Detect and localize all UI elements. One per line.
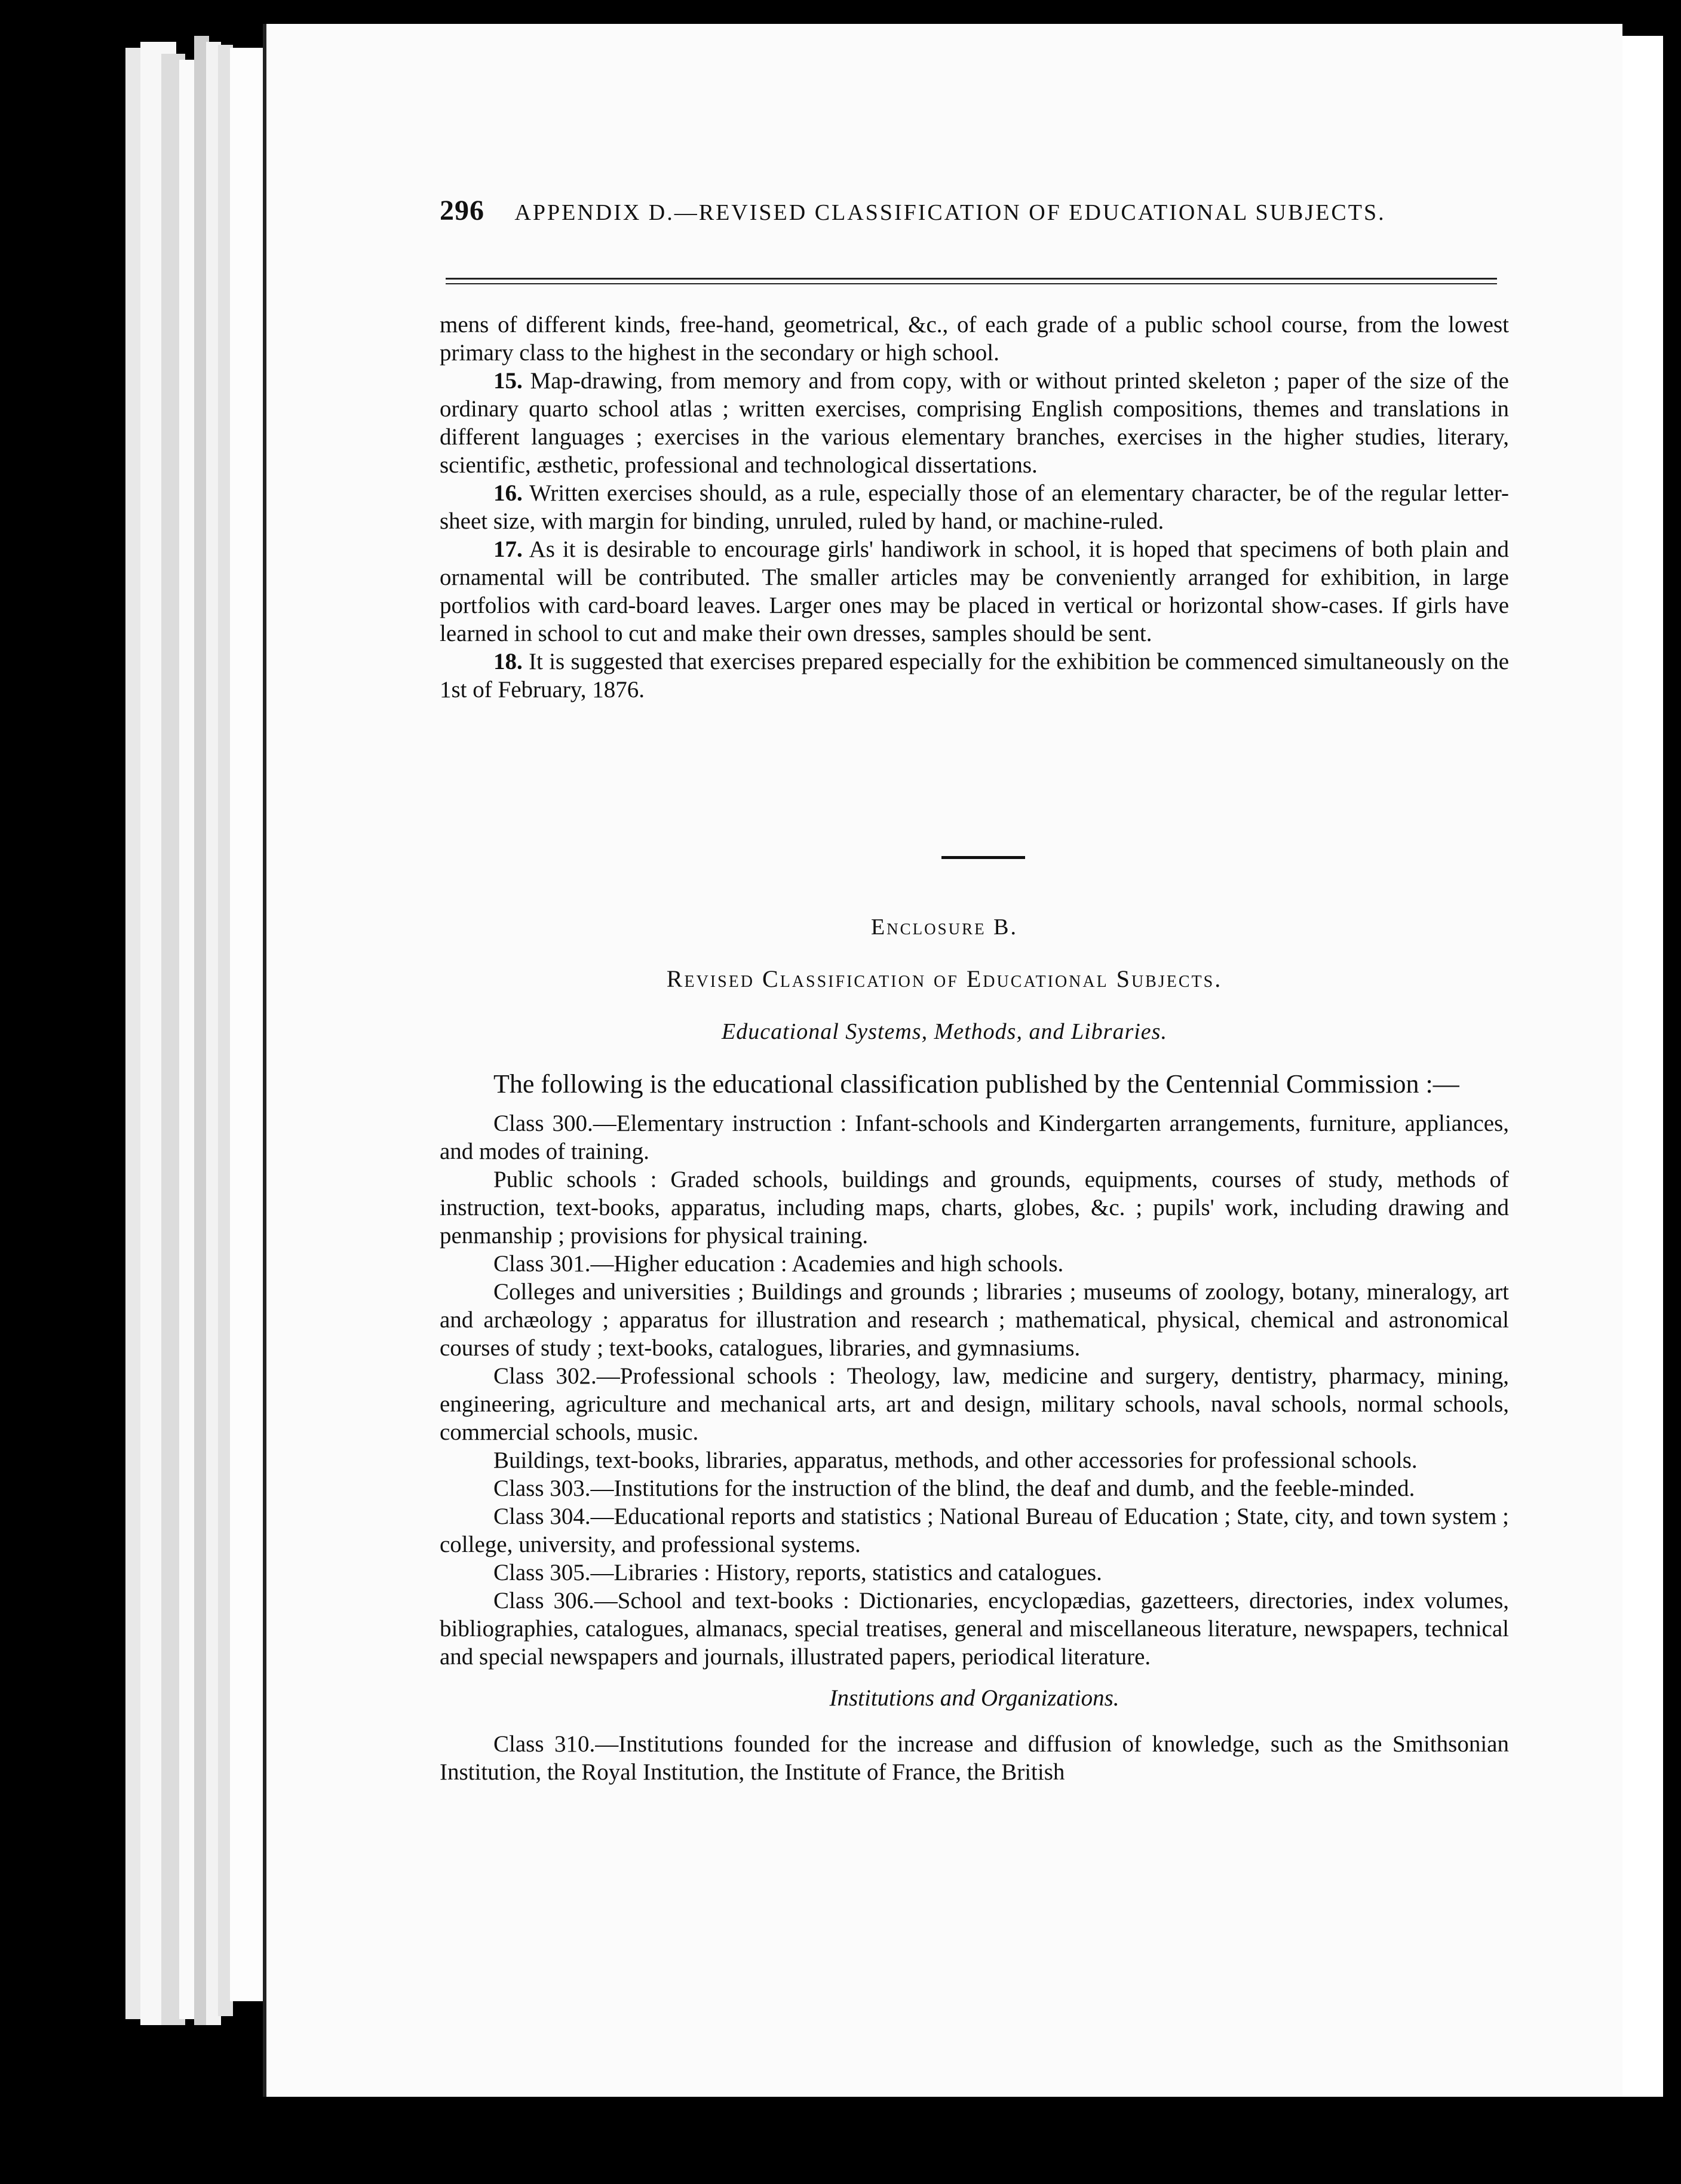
class-paragraph: Class 304.—Educational reports and statistics ; National Bureau of Education ; State, city, and town system ; college, university, and professional systems. [440,1504,1509,1557]
paragraph [440,535,1509,648]
class-paragraph: Class 305.—Libraries : History, reports, statistics and catalogues. [493,1560,1102,1585]
paragraph [440,648,1509,704]
class-paragraph: Class 301.—Higher education : Academies and high schools. [493,1251,1064,1277]
class-paragraph: Class 306.—School and text-books : Dictionaries, encyclopædias, gazetteers, directories, index volumes, bibliographies, catalogues, almanacs, special treatises, general and miscellaneous literature, newspapers, technical and special newspapers and journals, illustrated papers, periodical literature. [440,1588,1509,1670]
paragraph-number: 16. [493,480,523,506]
paragraph [440,367,1509,479]
paragraph-text: As it is desirable to encourage girls' handiwork in school, it is hoped that specimens of both plain and ornamental will be contributed. The smaller articles may be conveniently arranged for exhibition, in large portfolios with card-board leaves. Larger ones may be placed in vertical or horizontal show-cases. If girls have learned in school to cut and make their own dresses, samples should be sent. [440,536,1509,646]
class-paragraph: Class 310.—Institutions founded for the increase and diffusion of knowledge, such as the Smithsonian Institution, the Royal Institution, the Institute of France, the British [440,1731,1509,1785]
enclosure-title: Revised Classification of Educational Subjects. [666,965,1223,992]
enclosure-subtitle: Educational Systems, Methods, and Libraries. [722,1019,1167,1044]
class-paragraph: Public schools : Graded schools, buildings and grounds, equipments, courses of study, methods of instruction, text-books, apparatus, including maps, charts, globes, &c. ; pupils' work, including drawing and penmanship ; provisions for physical training. [440,1167,1509,1249]
intro-paragraph: The following is the educational classification published by the Centennial Commission :— [493,1069,1459,1099]
book-edge [230,48,263,2001]
paragraph [440,311,1509,367]
body-text [440,311,1509,704]
class-paragraph: Class 300.—Elementary instruction : Infant-schools and Kindergarten arrangements, furniture, appliances, and modes of training. [440,1111,1509,1164]
header-rule [446,278,1497,284]
enclosure-label: Enclosure B. [870,915,1019,940]
section-separator [941,856,1025,859]
running-title: APPENDIX D.—REVISED CLASSIFICATION OF EDUCATIONAL SUBJECTS. [514,200,1386,225]
paragraph-text: Written exercises should, as a rule, especially those of an elementary character, be of the regular letter-sheet size, with margin for binding, unruled, ruled by hand, or machine-ruled. [440,480,1510,534]
page-number: 296 [440,195,484,226]
class-paragraph: Buildings, text-books, libraries, apparatus, methods, and other accessories for professional schools. [493,1447,1418,1473]
paragraph-text: It is suggested that exercises prepared especially for the exhibition be commenced simultaneously on the 1st of February, 1876. [440,649,1509,703]
paragraph [440,479,1509,535]
document-page [263,24,1622,2097]
paragraph-number: 18. [493,649,523,674]
section-heading: Institutions and Organizations. [829,1685,1119,1711]
class-paragraph: Class 303.—Institutions for the instruction of the blind, the deaf and dumb, and the feeble-minded. [493,1476,1415,1501]
paragraph-number: 17. [493,536,523,562]
paragraph-text: mens of different kinds, free-hand, geometrical, &c., of each grade of a public school course, from the lowest primary class to the highest in the secondary or high school. [440,312,1509,366]
class-paragraph: Colleges and universities ; Buildings and grounds ; libraries ; museums of zoology, botany, mineralogy, art and archæology ; apparatus for illustration and research ; mathematical, physical, chemical and astronomical courses of study ; text-books, catalogues, libraries, and gymnasiums. [440,1279,1509,1361]
class-paragraph: Class 302.—Professional schools : Theology, law, medicine and surgery, dentistry, pharmacy, mining, engineering, agriculture and mechanical arts, art and design, military schools, naval schools, normal schools, commercial schools, music. [440,1363,1509,1445]
paragraph-number: 15. [493,368,523,394]
page-right-edge [1619,36,1663,2097]
running-header [440,194,1515,227]
classification-text [440,1066,1509,1786]
paragraph-text: Map-drawing, from memory and from copy, with or without printed skeleton ; paper of the size of the ordinary quarto school atlas ; written exercises, comprising English compositions, themes and translations in different languages ; exercises in the various elementary branches, exercises in the higher studies, literary, scientific, æsthetic, professional and technological dissertations. [440,368,1509,478]
